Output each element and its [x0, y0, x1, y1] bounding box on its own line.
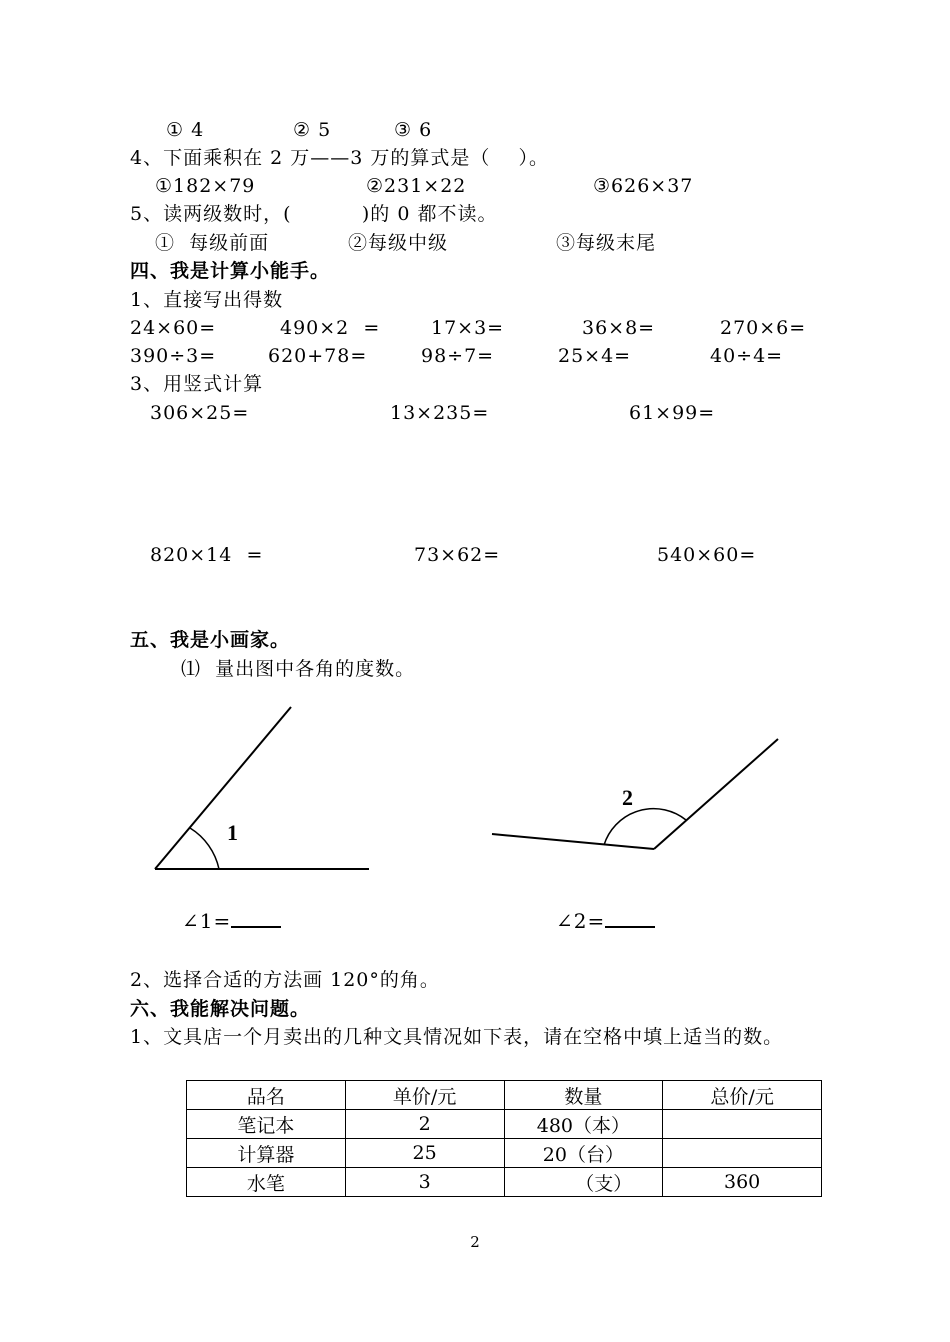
- angle-1-label: 1: [227, 820, 239, 845]
- table-header-row: [187, 1081, 822, 1110]
- angle-2-answer: [556, 906, 655, 933]
- section-5-sub-2: 2、选择合适的方法画 120°的角。: [130, 969, 440, 991]
- angle-1-slant-ray: [155, 707, 291, 869]
- section-4-sub-3: 3、用竖式计算: [130, 373, 264, 395]
- table-cell: 笔记本: [187, 1110, 346, 1139]
- table-cell-blank[interactable]: [663, 1110, 822, 1139]
- calc-r2-c1: 390÷3=: [130, 345, 217, 367]
- table-cell: 2: [345, 1110, 504, 1139]
- angle-2-right-ray: [654, 739, 778, 849]
- table-cell: 25: [345, 1139, 504, 1168]
- angle-2-left-ray: [492, 834, 654, 849]
- q5-option-2: ②每级中级: [348, 232, 449, 254]
- angle-1-answer-label: ∠1=: [182, 909, 232, 933]
- angle-1-answer-blank[interactable]: [231, 906, 281, 928]
- section-4-title: 四、我是计算小能手。: [130, 260, 331, 282]
- page-number: 2: [470, 1233, 480, 1251]
- table-cell: 3: [345, 1168, 504, 1197]
- section-5-sub-1: ⑴ 量出图中各角的度数。: [181, 658, 416, 680]
- section-4-sub-1: 1、直接写出得数: [130, 289, 284, 311]
- table-cell-blank[interactable]: [663, 1139, 822, 1168]
- angle-1-figure: [155, 707, 369, 869]
- section-6-title: 六、我能解决问题。: [130, 998, 311, 1020]
- vertical-calc-2: 13×235=: [390, 402, 490, 424]
- table-header: 品名: [187, 1081, 346, 1110]
- q5-option-3: ③每级末尾: [556, 232, 657, 254]
- q3-option-3: ③ 6: [394, 119, 433, 141]
- angle-1-answer: [182, 906, 281, 933]
- table-cell-blank[interactable]: （支）: [504, 1168, 663, 1197]
- vertical-calc-4: 820×14 =: [150, 544, 264, 566]
- angle-1-arc: [190, 828, 219, 869]
- q4-option-1: ①182×79: [155, 175, 256, 197]
- stationery-table: [186, 1080, 822, 1197]
- q3-option-1: ① 4: [166, 119, 205, 141]
- q3-option-2: ② 5: [293, 119, 332, 141]
- vertical-calc-6: 540×60=: [657, 544, 757, 566]
- calc-r1-c2: 490×2 =: [280, 317, 381, 339]
- vertical-calc-1: 306×25=: [150, 402, 250, 424]
- table-row: [187, 1168, 822, 1197]
- q5-option-1: ① 每级前面: [155, 232, 270, 254]
- angle-2-answer-label: ∠2=: [556, 909, 606, 933]
- q4-option-2: ②231×22: [366, 175, 467, 197]
- vertical-calc-5: 73×62=: [414, 544, 501, 566]
- calc-r2-c4: 25×4=: [558, 345, 632, 367]
- calc-r2-c5: 40÷4=: [710, 345, 784, 367]
- table-header: 单价/元: [345, 1081, 504, 1110]
- table-cell: 计算器: [187, 1139, 346, 1168]
- angle-2-label: 2: [622, 785, 634, 810]
- q4-text: 4、下面乘积在 2 万——3 万的算式是（ ）。: [130, 147, 550, 169]
- q5-text: 5、读两级数时，( )的 0 都不读。: [130, 203, 498, 225]
- table-cell: 20（台）: [504, 1139, 663, 1168]
- calc-r2-c2: 620+78=: [268, 345, 368, 367]
- vertical-calc-3: 61×99=: [629, 402, 716, 424]
- section-5-title: 五、我是小画家。: [130, 629, 291, 651]
- q4-option-3: ③626×37: [593, 175, 694, 197]
- angle-2-arc: [604, 809, 686, 845]
- angle-2-answer-blank[interactable]: [605, 906, 655, 928]
- calc-r2-c3: 98÷7=: [421, 345, 495, 367]
- calc-r1-c5: 270×6=: [720, 317, 807, 339]
- calc-r1-c3: 17×3=: [431, 317, 505, 339]
- table-header: 数量: [504, 1081, 663, 1110]
- table-header: 总价/元: [663, 1081, 822, 1110]
- calc-r1-c4: 36×8=: [582, 317, 656, 339]
- table-cell: 480（本）: [504, 1110, 663, 1139]
- table-row: [187, 1110, 822, 1139]
- section-6-q1: 1、文具店一个月卖出的几种文具情况如下表，请在空格中填上适当的数。: [130, 1026, 784, 1048]
- table-cell: 水笔: [187, 1168, 346, 1197]
- calc-r1-c1: 24×60=: [130, 317, 217, 339]
- angle-2-figure: [492, 739, 778, 849]
- table-row: [187, 1139, 822, 1168]
- table-cell: 360: [663, 1168, 822, 1197]
